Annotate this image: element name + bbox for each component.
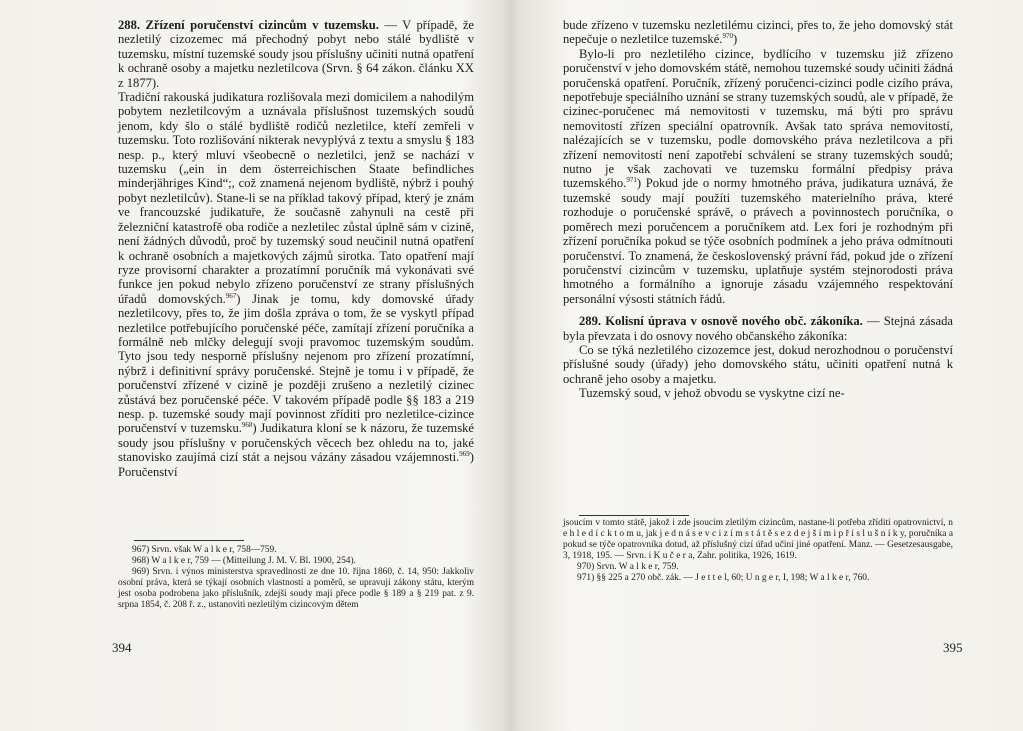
footnote-ref: 969: [459, 450, 470, 458]
right-paragraph-1: [563, 18, 953, 47]
paragraph-text: Bylo-li pro nezletilého cizince, bydlícího v tuzemsku již zřízeno poručenství v jeho domovském státě, nemohou tuzemské soudy učiniti žádná poručenská opatření. Poručník, zřízený poručenci-cizinci podle cizího práva, nepotřebuje speciálního uznání se strany tuzemských soudů, ale v případě, že cizinec-poručenec má nemovitosti v tuzemsku, má býti pro správu nemovitostí zřízen speciální opatrovník. Avšak tato správa nemovitostí, nalézajících se v tuzemsku, podle domovského práva nezletilcova a při zřízení nemovitostí není zapotřebí schválení se strany tuzemských soudů; nutno je však zachovati ve tuzemsku formální předpisy práva tuzemského.: [563, 46, 953, 191]
footnote-971: 971) §§ 225 a 270 obč. zák. — J e t t e l, 60; U n g e r, I, 198; W a l k e r, 760.: [577, 573, 870, 583]
right-footnotes: [563, 515, 953, 584]
footnote-969: 969) Srvn. i výnos ministerstva spravedlnosti ze dne 10. října 1860, č. 14, 950: Jakkoliv osobní práva, která se týkají osobních vlastností a poměrů, se upravují zákony státu, kterým jest osoba podrobena jako příslušník, zdejší soudy mají přece podle § 189 a § 219 pat. z 9. srpna 1854, č. 208 ř. z., ustanoviti nezletilým cizincovým dětem: [118, 567, 474, 610]
footnote-ref: 971: [626, 176, 637, 185]
paragraph-text: ) Pokud jde o normy hmotného práva, judikatura uznává, že tuzemské soudy mají použíti tuzemského materielního práva, které rozhoduje o poručenské správě, o právech a povinnostech poručníka, o poměrech mezi poručencem a poručníkem atd. Lex fori je rozhodným při zřízení poručníka pokud se týče osobních podmínek a jeho práva odmítnouti poručenství. To znamená, že československý právní řád, pokud jde o zřízení poručenství cizincům v tuzemsku, uplatňuje systém stejnorodosti práva hmotného a formálního a ignoruje zásadu vzájemného respektování personální výsosti státních řádů.: [563, 176, 953, 306]
footnote-continuation: jsoucím v tomto státě, jakož i zde jsoucím zletilým cizincům, nastane-li potřeba zřídití opatrovnictví, n e h l e d í c k t o m u, jak j e d n á s e v c i z í m s t á t ě s e z d e j š í m i p ř í s l u š n í k y, poručníka a pokud se týče opatrovníka dotud, až příslušný cizí úřad učiní jiné opatření. Manz. — Gesetzesausgabe, 3, 1918, 195. — Srvn. i K u č e r a, Zahr. politika, 1926, 1619.: [563, 518, 953, 561]
right-paragraph-2: [563, 47, 953, 306]
quoted-paragraph: Co se týká nezletilého cizozemce jest, dokud nerozhodnou o poručenství příslušné soudy (úřady) jeho domovského státu, učiniti opatření nutná k ochraně jeho osoby a majetku.: [563, 342, 953, 386]
paragraph-text: Tradiční rakouská judikatura rozlišovala mezi domicilem a nahodilým pobytem nezletilcovým a uznávala příslušnost tuzemských soudů jenom, kdy šlo o stálé bydliště rodičů nezletilce, kteří zemřeli v tuzemsku. Toto rozlišování nikterak nevyplývá z textu a smyslu § 183 nesp. p., který mluví všeobecně o nezletilci, jenž se nachází v tuzemsku („ein in dem österreichischen Staate befindliches minderjähriges Kind“;, což znamená nejenom bydliště, nýbrž i pouhý pobyt nezletilcův). Stane-li se na příklad takový případ, který je znám ve francouzské judikatuře, že současně zahynuli na cestě při železniční katastrofě oba rodiče a nezletilec zůstal úplně sám v cizině, není žádných důvodů, proč by tuzemský soud neučinil nutná opatření k ochraně osobních a majetkových zájmů sirotka. Tato opatření mají ryze provisorní charakter a prozatímní poručník má vykonávati své funkce jen pokud nebylo zřízeno poručenství ze strany příslušných úřadů domovských.: [118, 90, 474, 306]
paragraph-text: ): [732, 32, 738, 47]
footnote-rule: [579, 515, 689, 516]
footnote-rule: [134, 540, 244, 541]
section-number: 289.: [579, 314, 602, 329]
footnote-ref: 970: [722, 32, 733, 41]
left-main-text: [118, 18, 474, 479]
footnote-ref: 968: [241, 421, 253, 430]
right-paragraph-4: Tuzemský soud, v jehož obvodu se vyskytne cizí ne-: [579, 386, 845, 401]
paragraph-text: bude zřízeno v tuzemsku nezletilému cizinci, přes to, že jeho domovský stát nepečuje o nezletilce tuzemské.: [563, 18, 953, 47]
footnote-ref: 967: [225, 291, 237, 300]
left-footnotes: [118, 540, 474, 611]
left-paragraph-2: Tradiční rakouská judikatura rozlišovala mezi domicilem a nahodilým pobytem nezletilcovým a uznávala příslušnost tuzemských soudů jenom, kdy šlo o stálé bydliště rodičů nezletilce, kteří zemřeli v tuzemsku. Toto rozlišování nikterak nevyplývá z textu a smyslu § 183 nesp. p., který mluví všeobecně o nezletilci, jenž se nachází v tuzemsku („ein in dem österreichischen Staate befindliches minderjähriges Kind“;, což znamená nejenom bydliště, nýbrž i pouhý pobyt nezletilcův). Stane-li se na příklad takový případ, který je znám ve francouzské judikatuře, že současně zahynuli na cestě při železniční katastrofě oba rodiče a nezletilec zůstal úplně sám v cizině, není žádných důvodů, proč by tuzemský soud neučinil nutná opatření k ochraně osobních a majetkových zájmů sirotka. Tato opatření mají ryze provisorní charakter a prozatímní poručník má vykonávati své funkce jen pokud nebylo zřízeno poručenství ze strany příslušných úřadů domovských.$^{967}$) Jinak je tomu, kdy domovské úřady nezletilcovy, přes to, že jim došla zpráva o tom, že se vyskytl případ nezletilce potřebujícího poručenské péče, zamítají zřízení poručníka a formálně neb mlčky delegují svoji pravomoc tuzemským soudům. Tyto jsou tedy nesporně příslušny nejenom pro zřízení prozatímní, nýbrž i definitivní správy poručenské. Stejně je tomu i v případě, že poručenství zřízené v cizině je později zrušeno a nezletilý cizinec zůstává bez poručenské péče. V takovém případě podle §§ 183 a 219 nesp. p. tuzemské soudy mají povinnost zříditi pro nezletilce-cizince poručenství v tuzemsku.$^{968}$) Judikatura kloní se k názoru, že tuzemské soudy jsou příslušny v poručenských věcech bez ohledu na to, jaké stanovisko zaujímá cizí stát a nejsou vázány zásadou vzájemnosti.$^{969}$) Poručenství: [118, 90, 475, 479]
paragraph-text: — Stejná zásada byla převzata i do osnovy nového občanského zákoníka:: [563, 314, 953, 343]
right-main-text: [563, 18, 953, 401]
section-title: Kolisní úprava v osnově nového obč. zákoníka.: [605, 314, 863, 329]
paragraph-text: ) Judikatura kloní se k názoru, že tuzemské soudy jsou příslušny v poručenských věcech bez ohledu na to, jaké stanovisko zaujímá cizí stát a nejsou vázány zásadou vzájemnosti.: [118, 421, 474, 465]
right-page: [511, 0, 1023, 731]
page-number: 395: [943, 640, 963, 655]
footnote-968: 968) W a l k e r, 759 — (Mitteilung J. M. V. Bl. 1900, 254).: [132, 556, 356, 566]
footnote-970: 970) Srvn. W a l k e r, 759.: [577, 562, 679, 572]
right-paragraph-3: [563, 314, 953, 343]
section-heading-289: [579, 314, 863, 328]
section-title: Zřízení poručenství cizincům v tuzemsku.: [145, 18, 379, 32]
paragraph-text: — V případě, že nezletilý cizozemec má přechodný pobyt nebo stálé bydliště v tuzemsku, místní tuzemské soudy jsou příslušny učiniti nutná opatření k ochraně osoby a majetku nezletilcova (Srvn. § 64 zákon. článku XX z 1877).: [118, 18, 474, 90]
left-paragraph-1: [118, 18, 474, 90]
paragraph-text: Jinak je tomu, kdy domovské úřady nezletilcovy, přes to, že jim došla zpráva o tom, že se vyskytl případ nezletilce potřebujícího poručenské péče, zamítají zřízení poručníka a formálně neb mlčky delegují svoji pravomoc tuzemským soudům. Tyto jsou tedy nesporně příslušny nejenom pro zřízení prozatímní, nýbrž i definitivní správy poručenské. Stejně je tomu i v případě, že poručenství zřízené v cizině je později zrušeno a nezletilý cizinec zůstává bez poručenské péče. V takovém případě podle §§ 183 a 219 nesp. p. tuzemské soudy mají povinnost zříditi pro nezletilce-cizince poručenství v tuzemsku.: [118, 291, 475, 436]
left-page: [0, 0, 511, 731]
section-number: 288.: [118, 18, 141, 32]
section-heading-288: [118, 18, 379, 32]
page-number: 394: [112, 640, 132, 655]
footnote-967: 967) Srvn. však W a l k e r, 758—759.: [132, 545, 277, 555]
paragraph-text: ) Poručenství: [118, 450, 474, 479]
